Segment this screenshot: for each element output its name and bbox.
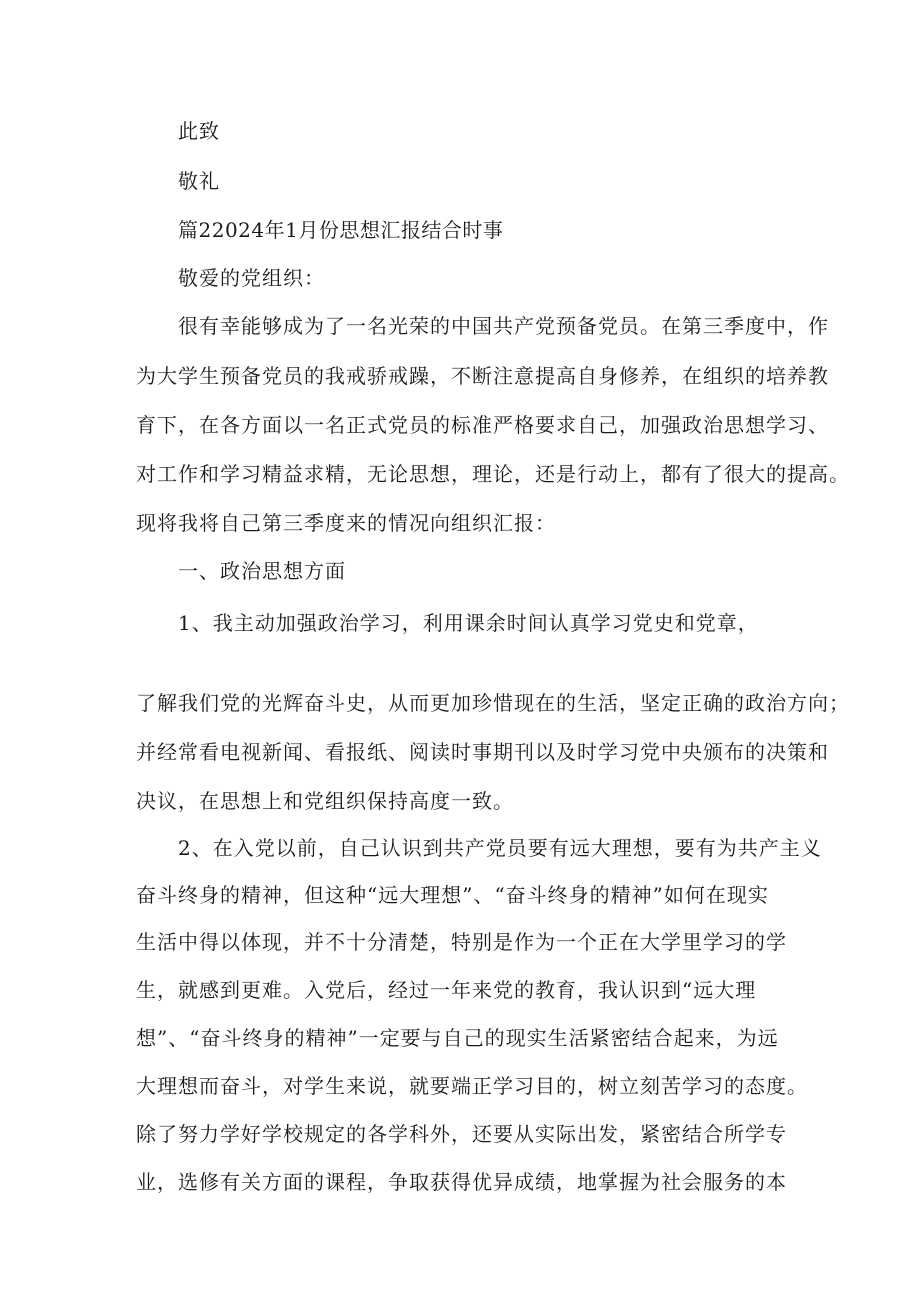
point2-line-8: 业，选修有关方面的课程，争取获得优异成绩，地掌握为社会服务的本 [136, 1170, 787, 1194]
point1-line-2: 了解我们党的光辉奋斗史，从而更加珍惜现在的生活，坚定正确的政治方向； [136, 691, 850, 715]
closing-line-2: 敬礼 [178, 169, 220, 193]
intro-line-3: 育下，在各方面以一名正式党员的标准严格要求自己，加强政治思想学习、 [136, 413, 829, 437]
point2-line-1: 2、在入党以前，自己认识到共产党员要有远大理想，要有为共产主义 [178, 836, 822, 860]
article-title: 篇22024年1月份思想汇报结合时事 [178, 218, 504, 242]
point1-line-4: 决议，在思想上和党组织保持高度一致。 [136, 789, 514, 813]
intro-line-1: 很有幸能够成为了一名光荣的中国共产党预备党员。在第三季度中，作 [178, 314, 829, 338]
section-title: 一、政治思想方面 [178, 559, 346, 583]
closing-line-1: 此致 [178, 119, 220, 143]
point2-line-2: 奋斗终身的精神，但这种“远大理想”、“奋斗终身的精神”如何在现实 [136, 883, 769, 907]
point2-line-7: 除了努力学好学校规定的各学科外，还要从实际出发，紧密结合所学专 [136, 1122, 787, 1146]
point1-line-3: 并经常看电视新闻、看报纸、阅读时事期刊以及时学习党中央颁布的决策和 [136, 740, 829, 764]
point2-line-4: 生，就感到更难。入党后，经过一年来党的教育，我认识到“远大理 [136, 978, 757, 1002]
point2-line-5: 想”、“奋斗终身的精神”一定要与自己的现实生活紧密结合起来，为远 [136, 1026, 779, 1050]
intro-line-2: 为大学生预备党员的我戒骄戒躁，不断注意提高自身修养，在组织的培养教 [136, 364, 829, 388]
point2-line-3: 生活中得以体现，并不十分清楚，特别是作为一个正在大学里学习的学 [136, 930, 787, 954]
point1-line-1: 1、我主动加强政治学习，利用课余时间认真学习党史和党章， [178, 611, 759, 635]
intro-line-5: 现将我将自己第三季度来的情况向组织汇报： [136, 511, 556, 535]
salutation: 敬爱的党组织： [178, 266, 325, 290]
intro-line-4: 对工作和学习精益求精，无论思想，理论，还是行动上，都有了很大的提高。 [136, 462, 850, 486]
point2-line-6: 大理想而奋斗，对学生来说，就要端正学习目的，树立刻苦学习的态度。 [136, 1074, 808, 1098]
